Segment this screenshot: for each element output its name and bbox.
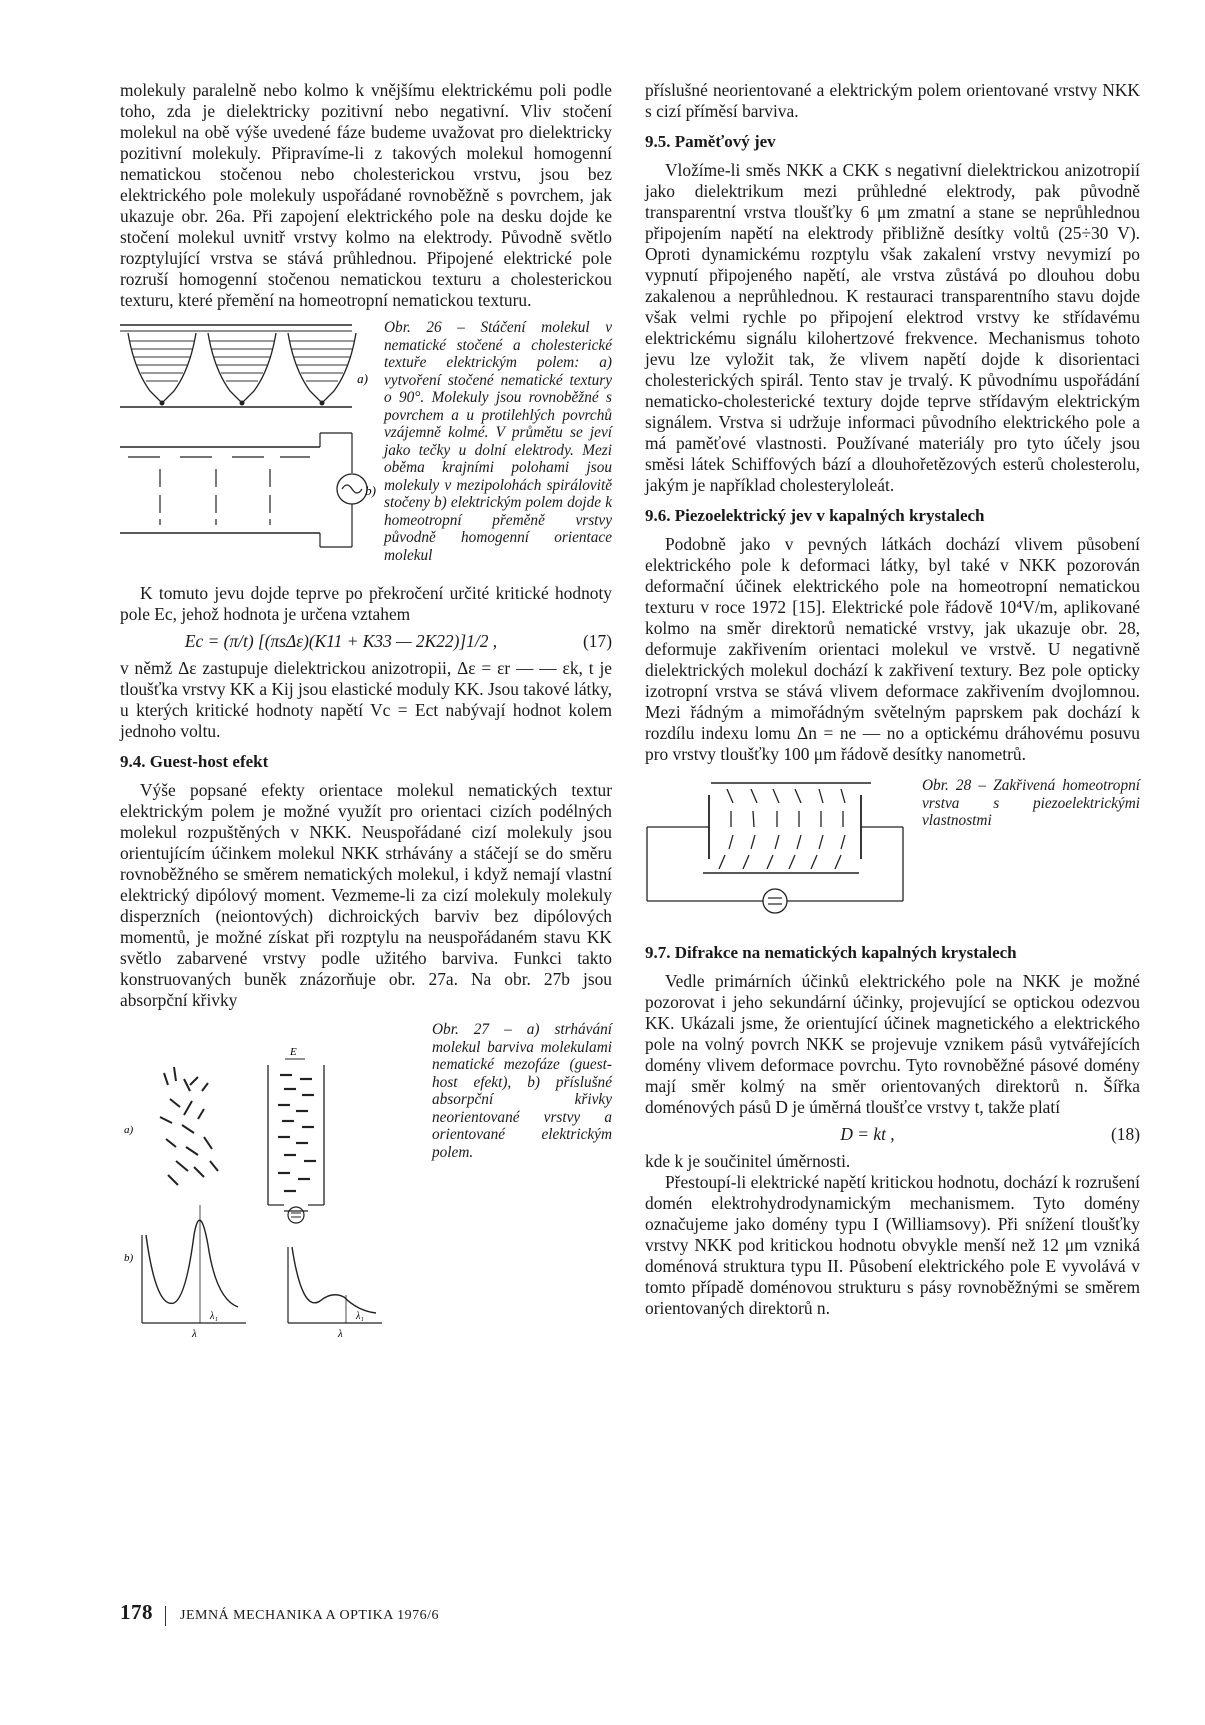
- left-paragraph-2: K tomuto jevu dojde teprve po překročení určité kritické hodnoty pole Ec, jehož hodnota je určena vztahem: [120, 583, 612, 624]
- figure-26-caption: Obr. 26 – Stáčení molekul v nematické stočené a cholesterické textuře elektrickým polem: a) vytvoření stočené nematické textury o 90°. Molekuly jsou rovnoběžné s povrchem a u protilehlých povrchů vzájemně kolmé. V průmětu se jeví jako tečky u dolní elektrody. Mezi oběma krajními polohami jsou molekuly v mezipolohách spirálovitě stočeny b) elektrickým polem dojde k homeotropní přeměně vrstvy původně homogenní orientace molekul: [384, 319, 612, 564]
- right-paragraph-2: Vložíme-li směs NKK a CKK s negativní dielektrickou anizotropií jako dielektrikum mezi průhledné elektrody, pak původně transparentní vrstva tloušťky 6 μm zmatní a stane se neprůhlednou připojením napětí na elektrody přibližně desítky voltů (25÷30 V). Oproti dynamickému rozptylu však zakalení vrstvy nevymizí po vypnutí připojeného napětí, ale vrstva zůstává po dlouhou dobu zakalenou a neprůhlednou. K restauraci transparentního stavu dojde však velmi rychle po připojení elektrod vrstvy ke střídavému elektrickému signálu kilohertzové frekvence. Mechanismus tohoto jevu lze vyložit tak, že vlivem napětí dojde k disorientaci cholesterických spirál. Tento stav je trvalý. K původnímu uspořádání nematicko-cholesterické textury dojde teprve střídavým elektrickým signálem. Vrstva si udržuje informaci původního elektrického pole a má paměťové vlastnosti. Používané materiály pro tyto účely jsou směsi látek Schiffových bází a dlouhořetězových esterů cholesterolu, jakým je například cholesteryloleát.: [645, 160, 1140, 495]
- left-paragraph-4: Výše popsané efekty orientace molekul nematických textur elektrickým polem je možné využít pro orientaci cizích podélných molekul rozpuštěných v NKK. Neuspořádané cizí molekuly jsou orientujícím účinkem molekul NKK strhávány a stáčejí se do směru rovnoběžného se směrem nematických molekul, i když nemají vlastní elektrický dipólový moment. Vezmeme-li za cizí molekuly molekuly disperzních (neiontových) dichroických barviv bez dipólových momentů, je možné získat při rozptylu na neuspořádaném stavu KK světlo zabarvené vrstvy podle užitého barviva. Funkci takto konstruovaných buněk znázorňuje obr. 27a. Na obr. 27b jsou absorpční křivky: [120, 780, 612, 1010]
- right-column: [645, 80, 1140, 1319]
- figure-28: [645, 777, 1140, 927]
- right-paragraph-6: Přestoupí-li elektrické napětí kritickou hodnotu, dochází k rozrušení domén elektrohydrodynamickým mechanismem. Tyto domény označujeme jako domény typu I (Williamsovy). Při snížení tloušťky vrstvy NKK pod kritickou hodnotu obvykle menší než 12 μm vzniká doménová struktura typu II. Působení elektrického pole E vyvolává v tomto případě doménovou strukturu s pásy rovnoběžnými se směrem orientovaných direktorů n.: [645, 1172, 1140, 1318]
- figure-27-field-label: E: [290, 1046, 297, 1058]
- page-number: 178: [120, 1600, 153, 1624]
- right-paragraph-5: kde k je součinitel úměrnosti.: [645, 1151, 851, 1171]
- section-9-5-heading: 9.5. Paměťový jev: [645, 132, 776, 151]
- equation-17: [120, 631, 612, 652]
- figure-26: [120, 319, 612, 577]
- footer-divider: [165, 1606, 166, 1626]
- figure-27-lambda1-label-right: λ₁: [356, 1311, 364, 1322]
- figure-27: [120, 1021, 612, 1341]
- section-9-7-heading: 9.7. Difrakce na nematických kapalných krystalech: [645, 943, 1017, 962]
- journal-name: JEMNÁ MECHANIKA A OPTIKA 1976/6: [180, 1608, 439, 1623]
- figure-28-caption: Obr. 28 – Zakřivená homeotropní vrstva s piezoelektrickými vlastnostmi: [922, 777, 1140, 829]
- right-paragraph-4: Vedle primárních účinků elektrického pole na NKK je možné pozorovat i jeho sekundární účinky, projevující se optickou odezvou KK. Ukázali jsme, že orientující účinek magnetického a elektrického pole na volný povrch NKK se projevuje vznikem pásů vytvářejících domény vlivem deformace povrchu. Tyto rovnoběžné pásové domény mají směr kolmý na směr orientovaných direktorů n. Šířka doménových pásů D je úměrná tloušťce vrstvy t, takže platí: [645, 971, 1140, 1117]
- equation-18-formula: D = kt ,: [840, 1124, 895, 1144]
- figure-26-label-a: a): [357, 371, 368, 386]
- figure-26-label-b: b): [365, 483, 376, 498]
- figure-27-caption: Obr. 27 – a) strhávání molekul barviva molekulami nematické mezofáze (guest-host efekt), b) příslušné absorpční křivky neorientované vrstvy a orientované elektrickým polem.: [432, 1021, 612, 1161]
- figure-27-lambda1-label-left: λ₁: [210, 1311, 218, 1322]
- left-column: [120, 80, 612, 1347]
- right-paragraph-1: příslušné neorientované a elektrickým polem orientované vrstvy NKK s cizí příměsí barviva.: [645, 80, 1140, 121]
- equation-17-number: (17): [583, 631, 612, 651]
- section-9-4-heading: 9.4. Guest-host efekt: [120, 752, 269, 771]
- section-9-6-heading: 9.6. Piezoelektrický jev v kapalných krystalech: [645, 506, 985, 525]
- figure-27-drawing: [120, 1021, 420, 1341]
- figure-26-drawing: [120, 319, 376, 577]
- right-paragraph-3: Podobně jako v pevných látkách dochází vlivem působení elektrického pole k deformaci látky, byl také v NKK pozorován deformační účinek elektrického pole na homeotropní nematickou texturu v roce 1972 [15]. Elektrické pole řádově 10⁴V/m, aplikované kolmo na směr direktorů nematické vrstvy, jak ukazuje obr. 28, deformuje zakřivením orientaci molekul ve vrstvě. U negativně dielektrických molekul dochází k zakřivení textury. Bez pole opticky izotropní vrstva se stává vlivem deformace zakřivením dvojlomnou. Mezi řádným a mimořádným světelným paprskem pak dochází k rozdílu indexu lomu Δn = ne — no a optickému dráhovému posuvu pro vrstvy tloušťky 100 μm řádově desítky nanometrů.: [645, 534, 1140, 764]
- figure-28-drawing: [645, 777, 905, 927]
- equation-17-formula: Ec = (π/t) [(πsΔε)(K11 + K33 — 2K22)]1/2 ,: [184, 631, 498, 651]
- page-footer: [120, 1600, 439, 1626]
- figure-27-lambda-label-right: λ: [338, 1328, 343, 1340]
- left-paragraph-1: molekuly paralelně nebo kolmo k vnějšímu elektrickému poli podle toho, zda je dielektricky pozitivní nebo negativní. Vliv stočení molekul na obě výše uvedené fáze budeme uvažovat pro dielektricky pozitivní molekuly. Připravíme-li z takových molekul homogenní nematickou stočenou nebo cholesterickou vrstvu, jsou bez elektrického pole molekuly uspořádané rovnoběžně s povrchem, jak ukazuje obr. 26a. Při zapojení elektrického pole na desku dojde ke stočení molekul uvnitř vrstvy kolmo na elektrody. Původně světlo rozptylující vrstva se stává průhlednou. Připojené elektrické pole rozruší homogenní stočenou nematickou texturu a cholesterickou texturu, které přemění na homeotropní nematickou texturu.: [120, 80, 612, 310]
- figure-27-label-a: a): [124, 1124, 134, 1136]
- figure-27-lambda-label-left: λ: [192, 1328, 197, 1340]
- equation-18: [645, 1124, 1140, 1145]
- left-paragraph-3: v němž Δε zastupuje dielektrickou anizotropii, Δε = εr — — εk, t je tloušťka vrstvy KK a Kij jsou elastické moduly KK. Jsou takové látky, u kterých kritické hodnoty napětí Vc = Ect nabývají hodnot kolem jednoho voltu.: [120, 658, 612, 741]
- figure-27-label-b: b): [124, 1252, 134, 1264]
- equation-18-number: (18): [1111, 1124, 1140, 1144]
